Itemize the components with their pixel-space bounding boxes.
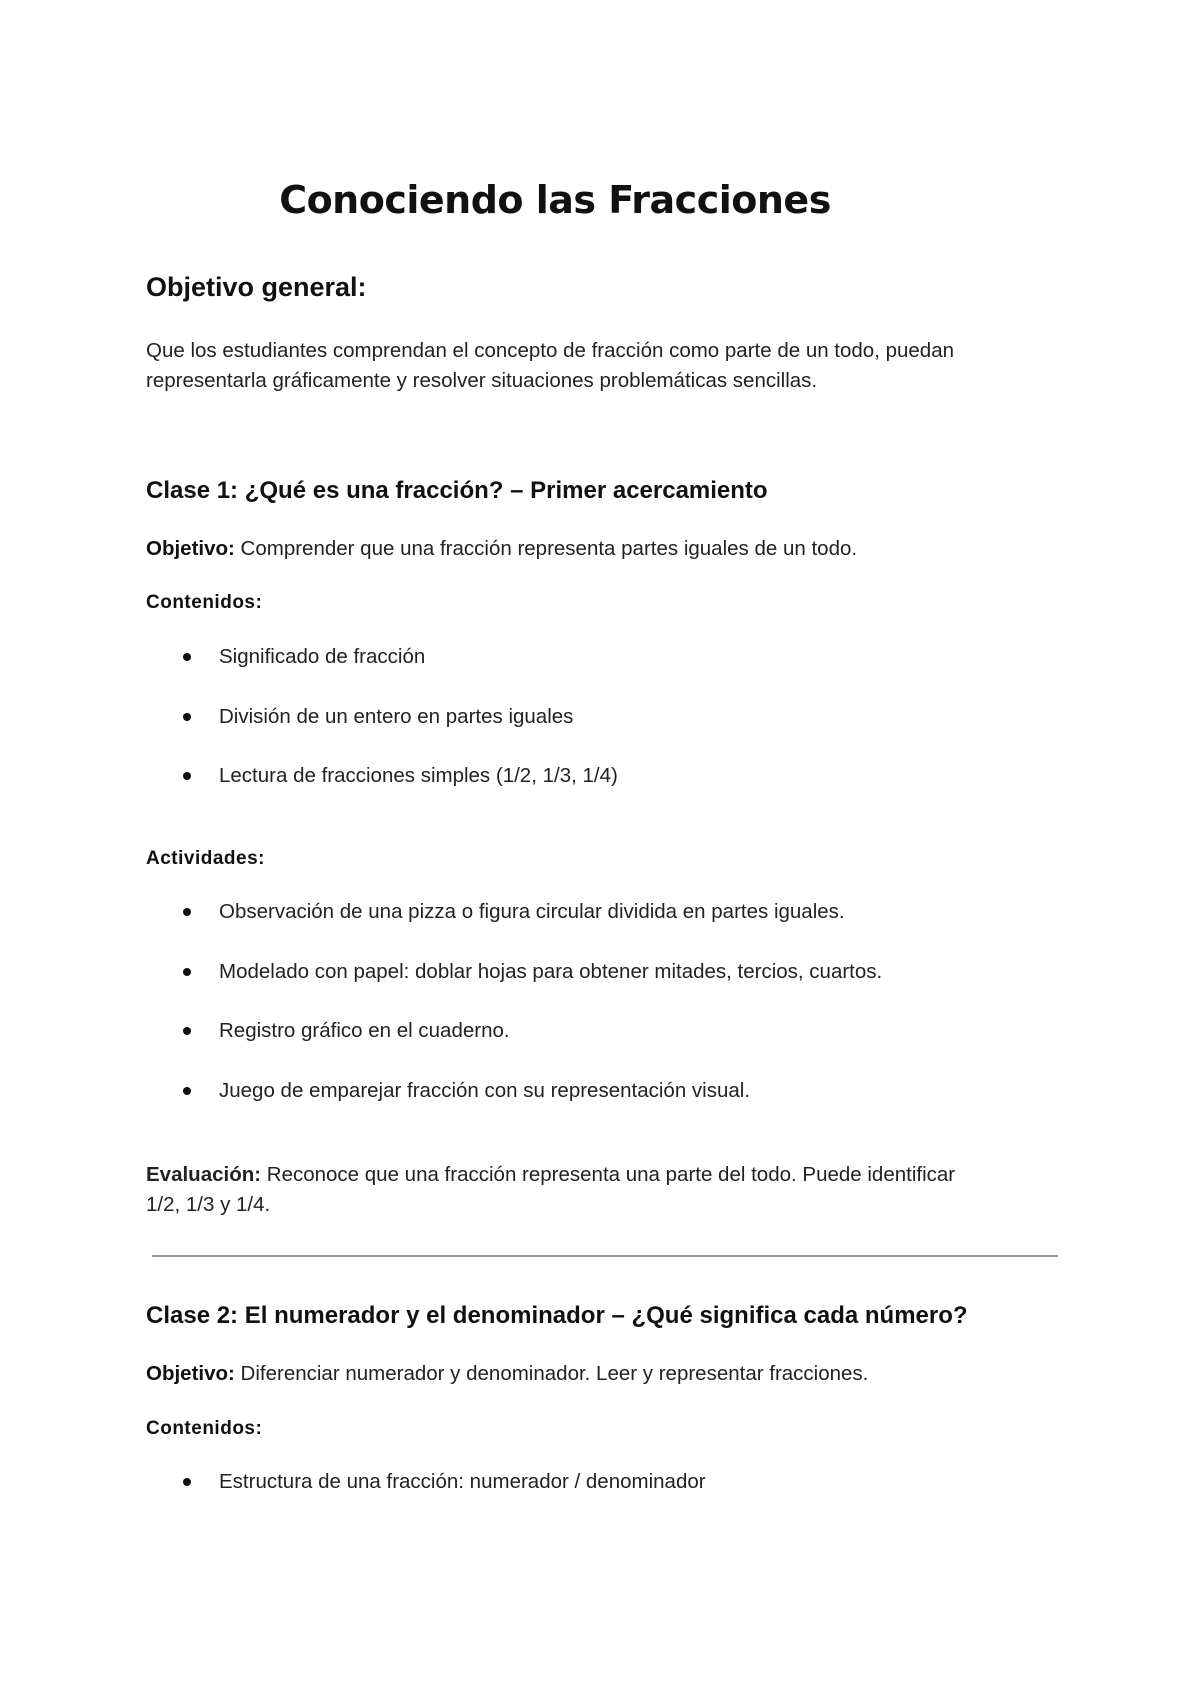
clase-1-activities-label: Actividades: — [146, 848, 265, 869]
bullet-icon — [183, 653, 191, 661]
clase-1-evaluation-label: Evaluación: — [146, 1163, 262, 1186]
clase-1-content-item: Significado de fracción — [219, 645, 426, 668]
clase-1-contents-label: Contenidos: — [146, 592, 263, 613]
clase-2-contents-label: Contenidos: — [146, 1418, 263, 1439]
clase-2-objective — [146, 1362, 868, 1386]
bullet-icon — [183, 908, 191, 916]
section-divider — [152, 1255, 1058, 1257]
clase-1-activity-item: Juego de emparejar fracción con su representación visual. — [219, 1079, 751, 1102]
bullet-icon — [183, 968, 191, 976]
general-objective-text — [146, 336, 1076, 396]
clase-1-objective-label: Objetivo: — [146, 537, 235, 560]
clase-1-evaluation — [146, 1160, 1076, 1220]
page-title: Conociendo las Fracciones — [279, 178, 831, 222]
clase-2-content-item: Estructura de una fracción: numerador / denominador — [219, 1470, 706, 1493]
clase-2-objective-text: Diferenciar numerador y denominador. Leer y representar fracciones. — [234, 1362, 869, 1385]
clase-1-evaluation-line-2: 1/2, 1/3 y 1/4. — [146, 1193, 271, 1216]
clase-2-heading: Clase 2: El numerador y el denominador – ¿Qué significa cada número? — [146, 1302, 968, 1329]
clase-1-heading: Clase 1: ¿Qué es una fracción? – Primer acercamiento — [146, 477, 768, 504]
clase-1-activity-item: Modelado con papel: doblar hojas para obtener mitades, tercios, cuartos. — [219, 960, 883, 983]
clase-2-objective-label: Objetivo: — [146, 1362, 235, 1385]
bullet-icon — [183, 1027, 191, 1035]
general-objective-line-2: representarla gráficamente y resolver situaciones problemáticas sencillas. — [146, 369, 818, 392]
general-objective-line-1: Que los estudiantes comprendan el concepto de fracción como parte de un todo, puedan — [146, 339, 955, 362]
clase-1-evaluation-line-1: Reconoce que una fracción representa una parte del todo. Puede identificar — [261, 1163, 956, 1186]
clase-1-objective — [146, 537, 857, 561]
bullet-icon — [183, 1478, 191, 1486]
clase-1-activity-item: Observación de una pizza o figura circular dividida en partes iguales. — [219, 900, 845, 923]
clase-1-activity-item: Registro gráfico en el cuaderno. — [219, 1019, 510, 1042]
bullet-icon — [183, 1087, 191, 1095]
general-objective-heading: Objetivo general: — [146, 272, 367, 302]
clase-1-objective-text: Comprender que una fracción representa partes iguales de un todo. — [234, 537, 858, 560]
bullet-icon — [183, 713, 191, 721]
clase-1-content-item: División de un entero en partes iguales — [219, 705, 574, 728]
clase-1-content-item: Lectura de fracciones simples (1/2, 1/3, 1/4) — [219, 764, 618, 787]
bullet-icon — [183, 772, 191, 780]
